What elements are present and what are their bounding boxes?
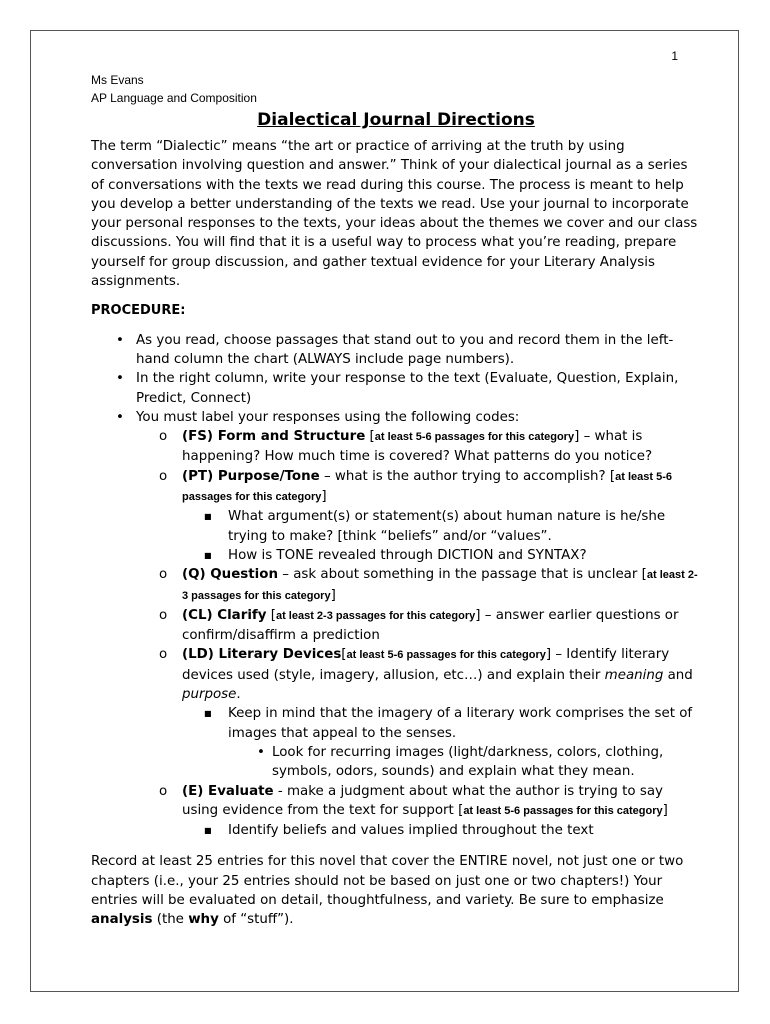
document-page (30, 30, 739, 992)
page-number: 1 (671, 49, 678, 63)
teacher-name: Ms Evans (91, 73, 144, 87)
sub-sub-item: • Look for recurring images (light/darkness, colors, clothing, symbols, odors, sounds) and explain what they mean. (257, 744, 664, 780)
intro-paragraph: The term “Dialectic” means “the art or practice of arriving at the truth by using conversation involving question and answer.” Think of your dialectical journal as a series of conversations with the texts we read during this course. The process is meant to help you develop a better understanding of the texts we read. Use your journal to incorporate your personal responses to the texts, your ideas about the themes we cover and our class discussions. You will find that it is a useful way to process what you’re reading, prepare yourself for group discussion, and gather textual evidence for your Literary Analysis assignments. (91, 139, 698, 290)
circle-bullet-icon: o (159, 567, 168, 583)
circle-bullet-icon: o (159, 783, 168, 799)
circle-bullet-icon: o (159, 429, 168, 445)
sub-item: ■ Identify beliefs and values implied throughout the text (91, 821, 701, 840)
bullet-icon: • (116, 409, 124, 425)
closing-paragraph: Record at least 25 entries for this novel that cover the ENTIRE novel, not just one or two chapters (i.e., your 25 entries should not be based on just one or two chapters!) Your entries will be evaluated on detail, thoughtfulness, and variety. Be sure to emphasize analysis (the why of “stuff”). (91, 854, 684, 928)
bullet-icon: • (257, 744, 265, 760)
circle-bullet-icon: o (159, 468, 168, 484)
circle-bullet-icon: o (159, 647, 168, 663)
bullet-icon: • (116, 332, 124, 348)
list-item: • In the right column, write your response to the text (Evaluate, Question, Explain, Predict, Connect) (116, 371, 679, 406)
code-item-ld: o (LD) Literary Devices[at least 5-6 passages for this category] – Identify literary devices used (style, imagery, allusion, etc…) and explain their meaning and purpose. (159, 647, 693, 703)
square-bullet-icon: ■ (204, 550, 212, 560)
sub-item: ■ What argument(s) or statement(s) about human nature is he/she trying to make? [think “beliefs” and/or “values”. (204, 509, 666, 544)
list-item: • As you read, choose passages that stand out to you and record them in the left-hand column the chart (ALWAYS include page numbers). (116, 332, 674, 367)
code-item-fs: o (FS) Form and Structure [at least 5-6 passages for this category] – what is happening? How much time is covered? What patterns do you notice? (159, 429, 653, 465)
square-bullet-icon: ■ (204, 709, 212, 719)
square-bullet-icon: ■ (204, 826, 212, 836)
code-item-cl: o (CL) Clarify [at least 2-3 passages for this category] – answer earlier questions or confirm/disaffirm a prediction (159, 607, 679, 644)
bullet-icon: • (116, 371, 124, 387)
procedure-list (91, 331, 701, 841)
code-item-q: o (Q) Question – ask about something in the passage that is unclear [at least 2-3 passages for this category] (159, 567, 698, 603)
code-item-pt: o (PT) Purpose/Tone – what is the author trying to accomplish? [at least 5-6 passages for this category] (159, 468, 673, 505)
page-title: Dialectical Journal Directions (257, 110, 535, 130)
sub-item: ■ Keep in mind that the imagery of a literary work comprises the set of images that appeal to the senses. (204, 706, 693, 741)
circle-bullet-icon: o (159, 607, 168, 623)
list-item: • You must label your responses using the following codes: (91, 408, 701, 427)
procedure-heading: PROCEDURE: (91, 303, 186, 319)
sub-item: ■ How is TONE revealed through DICTION and SYNTAX? (91, 546, 701, 565)
square-bullet-icon: ■ (204, 512, 212, 522)
course-name: AP Language and Composition (91, 91, 257, 105)
document-content (91, 47, 701, 930)
code-item-e: o (E) Evaluate - make a judgment about what the author is trying to say using evidence from the text for support [at least 5-6 passages for this category] (159, 783, 668, 818)
